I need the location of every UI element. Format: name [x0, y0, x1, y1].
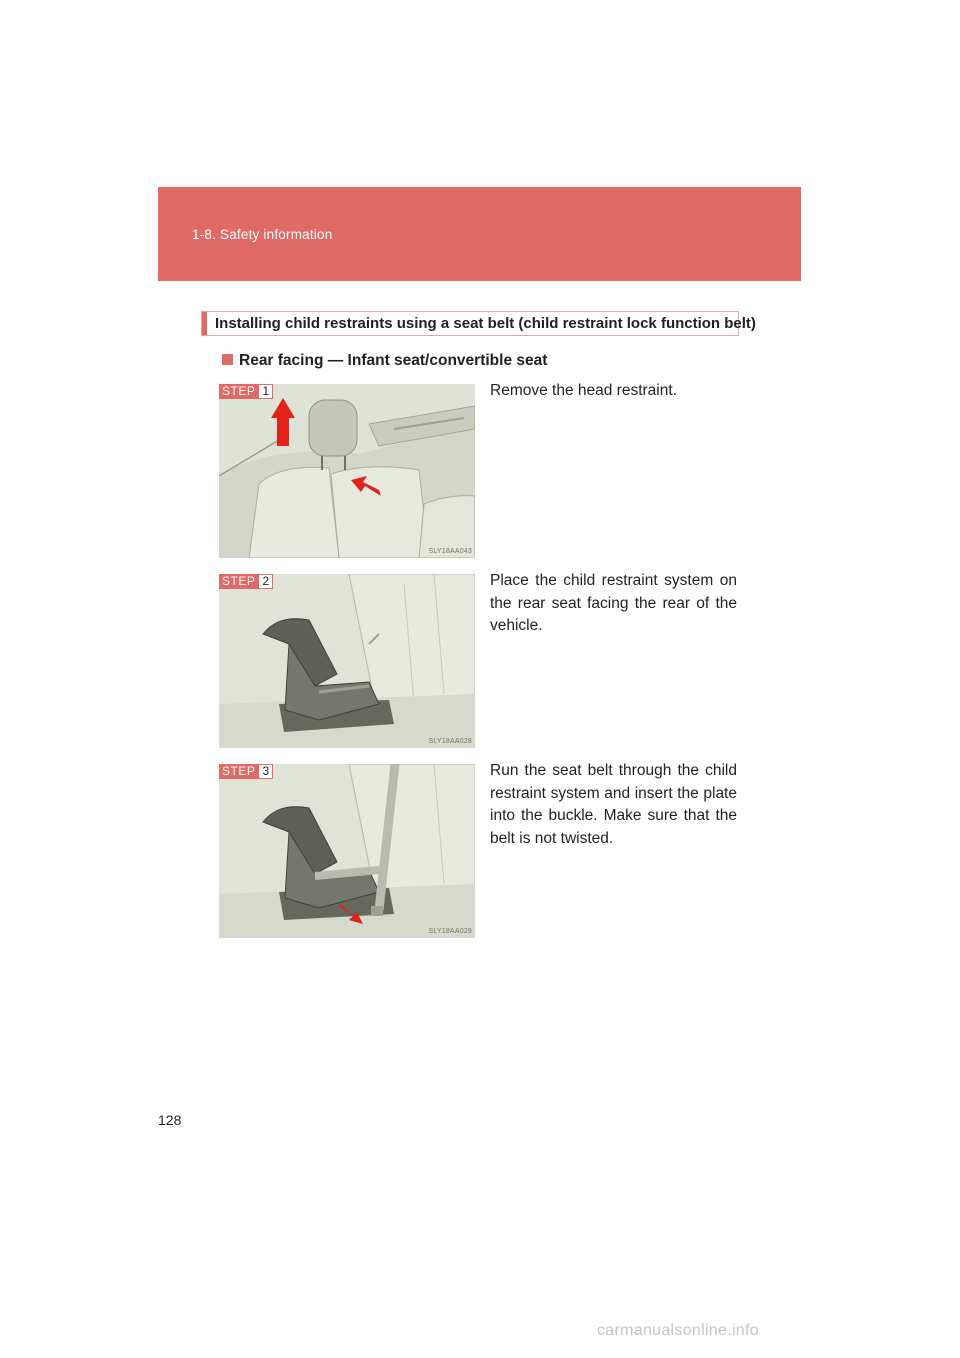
topic-heading — [222, 352, 547, 370]
headrest-removal-drawing — [219, 384, 475, 558]
step-3-number: 3 — [258, 764, 273, 779]
step-1-image-code: SLY18AA043 — [428, 548, 472, 555]
topic-dash: — — [327, 352, 344, 369]
step-3-image-code: SLY18AA029 — [428, 928, 472, 935]
section-label: 1-8. Safety information — [192, 227, 333, 242]
topic-secondary: Infant seat/convertible seat — [347, 352, 548, 369]
step-1-text: Remove the head restraint. — [490, 382, 677, 399]
step-1-number: 1 — [258, 384, 273, 399]
step-2-word: STEP — [219, 574, 258, 589]
step-3-illustration — [219, 764, 475, 938]
subheading-title: Installing child restraints using a seat belt (child restraint lock function belt) — [215, 315, 756, 332]
child-seat-placement-drawing — [219, 574, 475, 748]
watermark: carmanualsonline.info — [597, 1322, 759, 1339]
subheading-accent-bar — [202, 312, 207, 335]
topic-primary: Rear facing — [239, 352, 324, 369]
step-2-illustration — [219, 574, 475, 748]
step-2-label — [219, 574, 273, 589]
step-1-word: STEP — [219, 384, 258, 399]
step-3-label — [219, 764, 273, 779]
step-1-illustration — [219, 384, 475, 558]
step-2-number: 2 — [258, 574, 273, 589]
header-band — [158, 187, 801, 281]
seat-belt-routing-drawing — [219, 764, 475, 938]
step-2-image-code: SLY18AA028 — [428, 738, 472, 745]
step-2-text: Place the child restraint system on the rear seat facing the rear of the vehicle. — [490, 572, 737, 634]
square-bullet-icon — [222, 354, 233, 365]
step-3-word: STEP — [219, 764, 258, 779]
subheading-box — [201, 311, 756, 336]
page-number: 128 — [158, 1112, 182, 1128]
step-3-text: Run the seat belt through the child restraint system and insert the plate into the buckle. Make sure that the belt is not twisted. — [490, 762, 737, 847]
step-1-label — [219, 384, 273, 399]
